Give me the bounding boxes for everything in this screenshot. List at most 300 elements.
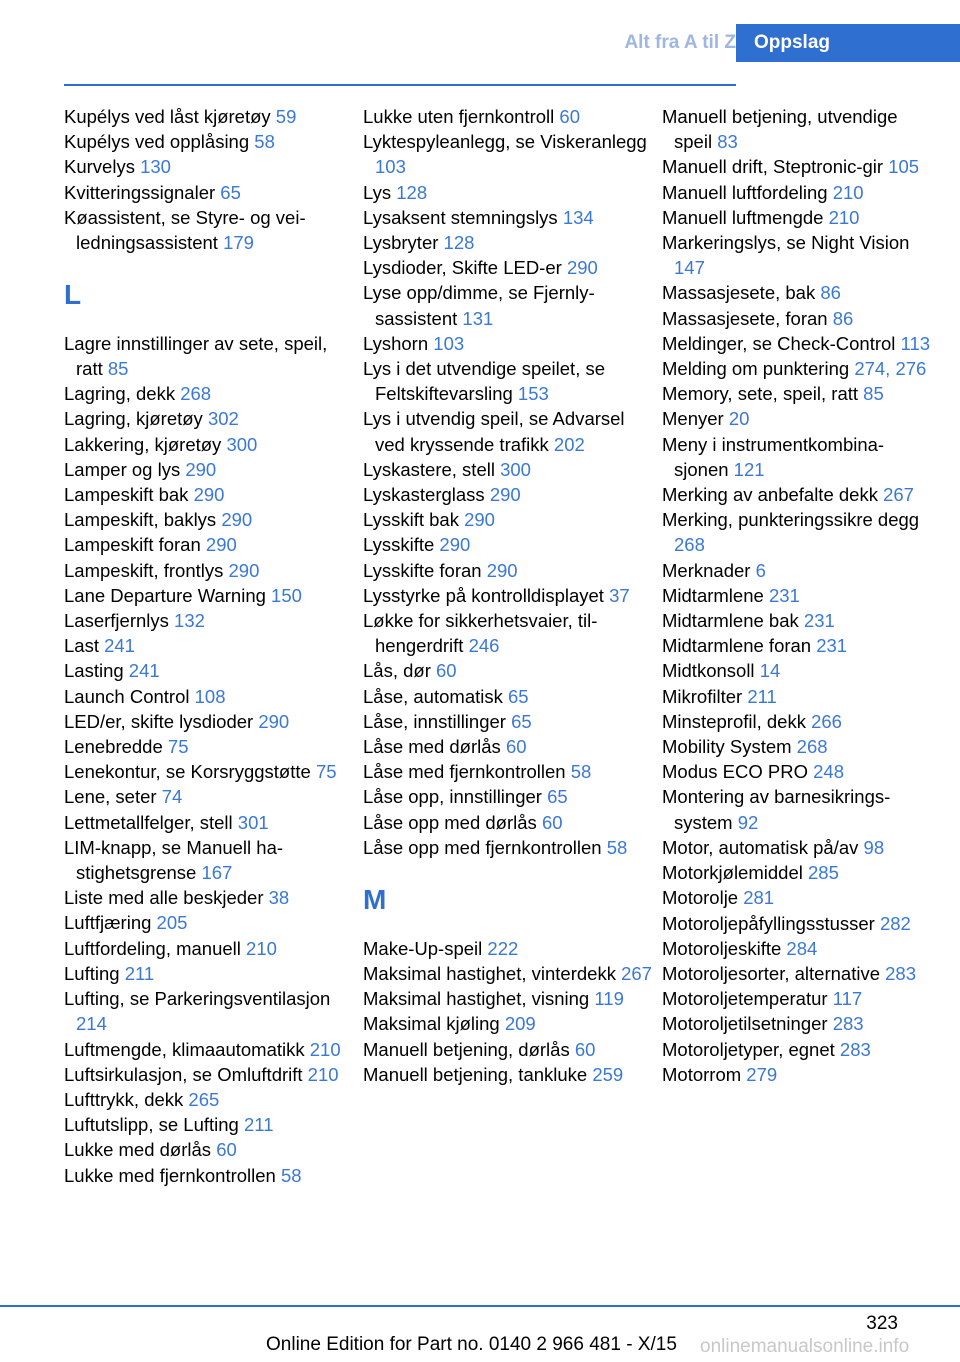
page-reference-link[interactable]: 202 <box>553 433 585 455</box>
index-entry-term: Meldinger, se Check-Control <box>662 332 896 354</box>
index-entry <box>662 658 932 683</box>
page-reference-link[interactable]: 290 <box>221 509 253 531</box>
index-entry <box>64 180 354 205</box>
index-entry <box>64 910 354 935</box>
index-entry-term: Kurvelys <box>64 156 135 178</box>
page-reference-link[interactable]: 290 <box>205 534 237 556</box>
index-entry <box>363 709 653 734</box>
page-reference-link[interactable]: 283 <box>832 1013 864 1035</box>
page-reference-link[interactable]: 267 <box>883 484 914 506</box>
index-entry <box>662 1062 932 1087</box>
page-reference-link[interactable]: 85 <box>863 383 884 405</box>
index-entry <box>64 1137 354 1162</box>
index-entry-term: Make-Up-speil <box>363 937 483 959</box>
index-entry-term: Lukke med dørlås <box>64 1139 212 1161</box>
index-entry <box>662 583 932 608</box>
index-entry <box>363 406 653 456</box>
index-entry <box>64 709 354 734</box>
index-entry <box>662 759 932 784</box>
index-entry-term: Maksimal hastighet, vinterdekk <box>363 962 616 984</box>
index-entry-term: Lettmetallfelger, stell <box>64 811 233 833</box>
index-entry <box>363 986 653 1011</box>
index-entry-term: Lampeskift foran <box>64 534 201 556</box>
page-reference-link[interactable]: 279 <box>746 1063 778 1085</box>
index-entry-term: Melding om punktering <box>662 358 850 380</box>
index-entry <box>662 356 932 381</box>
page-reference-link[interactable]: 214 <box>76 1013 107 1035</box>
page-reference-link[interactable]: 131 <box>462 307 494 329</box>
index-entry <box>363 356 653 406</box>
index-entry-term: Låse opp, innstillinger <box>363 786 542 808</box>
page-reference-link[interactable]: 65 <box>508 685 529 707</box>
index-entry <box>64 961 354 986</box>
index-entry-term: Lamper og lys <box>64 458 181 480</box>
index-entry <box>662 784 932 834</box>
index-entry-term: Manuell luftfordeling <box>662 181 828 203</box>
page-reference-link[interactable]: 210 <box>828 206 860 228</box>
page-reference-link[interactable]: 92 <box>737 811 759 833</box>
index-entry-term: Liste med alle beskjeder <box>64 887 264 909</box>
index-entry <box>363 810 653 835</box>
index-entry-term: Lampeskift bak <box>64 484 189 506</box>
index-entry <box>64 784 354 809</box>
index-entry-term: Låse med dørlås <box>363 736 501 758</box>
page-reference-link[interactable]: 290 <box>439 534 471 556</box>
page-reference-link[interactable]: 130 <box>140 156 171 178</box>
index-entry <box>64 331 354 381</box>
page-reference-link[interactable]: 283 <box>885 962 917 984</box>
index-entry-term: Lysbryter <box>363 232 439 254</box>
index-entry-term: Motoroljetilsetninger <box>662 1013 828 1035</box>
page-reference-link[interactable]: 150 <box>271 584 302 606</box>
page-reference-link[interactable]: 121 <box>733 458 765 480</box>
page-reference-link[interactable]: 211 <box>243 1114 274 1136</box>
index-entry <box>64 1163 354 1188</box>
index-entry <box>64 1062 354 1087</box>
index-entry <box>64 104 354 129</box>
index-entry-term: Motoroljesorter, alternative <box>662 962 880 984</box>
index-entry-term: Luftsirkulasjon, se Omluftdrift <box>64 1063 303 1085</box>
index-entry-term: Midtarmlene foran <box>662 635 812 657</box>
index-entry-term: Lukke med fjernkontrollen <box>64 1164 276 1186</box>
index-entry <box>662 507 932 557</box>
index-entry-term: Modus ECO PRO <box>662 761 808 783</box>
index-entry <box>363 129 653 179</box>
index-entry-term: Lenekontur, se Korsryggstøtte <box>64 761 311 783</box>
index-entry-term: Lysskifte foran <box>363 559 482 581</box>
index-entry <box>662 709 932 734</box>
index-entry-term: Manuell drift, Steptronic-gir <box>662 156 884 178</box>
page-reference-link[interactable]: 132 <box>174 610 205 632</box>
index-entry <box>363 1037 653 1062</box>
index-entry-term: Lampeskift, baklys <box>64 509 217 531</box>
index-entry <box>363 457 653 482</box>
index-entry-term: Motorrom <box>662 1063 742 1085</box>
page-reference-link[interactable]: 282 <box>879 912 911 934</box>
index-entry-term: Lyse opp/dimme, se Fjernlysassistent <box>363 282 595 329</box>
index-entry <box>662 406 932 431</box>
index-entry <box>363 230 653 255</box>
page-reference-link[interactable]: 105 <box>888 156 920 178</box>
page-reference-link[interactable]: 60 <box>559 106 580 127</box>
page-reference-link[interactable]: 281 <box>743 887 775 909</box>
page-reference-link[interactable]: 268 <box>180 383 212 405</box>
page-reference-link[interactable]: 38 <box>268 887 290 909</box>
index-entry <box>363 583 653 608</box>
index-entry-term: Lufting, se Parkeringsventilasjon <box>64 988 331 1010</box>
page-reference-link[interactable]: 128 <box>443 232 475 254</box>
index-entry <box>64 558 354 583</box>
index-entry <box>662 860 932 885</box>
index-entry-term: Laserfjernlys <box>64 610 169 632</box>
page-reference-link[interactable]: 14 <box>759 660 781 682</box>
page-reference-link[interactable]: 179 <box>223 232 254 254</box>
page-reference-link[interactable]: 103 <box>433 332 465 354</box>
index-entry <box>662 633 932 658</box>
page-header <box>0 24 960 62</box>
index-entry <box>64 507 354 532</box>
index-entry-term: Minsteprofil, dekk <box>662 710 806 732</box>
index-entry <box>64 205 354 255</box>
index-entry <box>363 835 653 860</box>
index-entry <box>662 734 932 759</box>
index-entry-term: Lås, dør <box>363 660 431 682</box>
index-entry <box>662 885 932 910</box>
index-entry <box>363 558 653 583</box>
edition-note: Online Edition for Part no. 0140 2 966 481 - X/15 <box>266 1334 677 1355</box>
page-reference-link[interactable]: 108 <box>194 685 226 707</box>
index-entry-term: LIM-knapp, se Manuell hastighetsgrense <box>64 836 284 884</box>
index-entry-term: Lukke uten fjernkontroll <box>363 106 555 127</box>
page-reference-link[interactable]: 58 <box>254 131 275 153</box>
index-entry-term: Køassistent, se Styre- og veiledningsassistent <box>64 206 306 254</box>
chapter-tab[interactable]: Oppslag <box>736 24 960 62</box>
index-entry-term: Launch Control <box>64 685 190 707</box>
index-entry <box>363 280 653 330</box>
index-entry <box>363 608 653 658</box>
index-entry <box>64 532 354 557</box>
index-entry <box>64 810 354 835</box>
index-entry-term: Meny i instrumentkombinasjonen <box>662 433 885 480</box>
page-reference-link[interactable]: 147 <box>674 257 705 279</box>
page-reference-link[interactable]: 58 <box>606 836 628 858</box>
index-entry <box>363 784 653 809</box>
watermark: onlinemanualsonline.info <box>700 1336 910 1357</box>
index-entry <box>64 583 354 608</box>
index-entry-term: Lyskasterglass <box>363 484 485 506</box>
index-entry-term: Lakkering, kjøretøy <box>64 433 222 455</box>
index-entry-term: Lysskifte <box>363 534 435 556</box>
index-entry-term: Lufting <box>64 962 120 984</box>
page-reference-link[interactable]: 266 <box>811 710 842 732</box>
page-reference-link[interactable]: 86 <box>832 307 854 329</box>
page-reference-link[interactable]: 300 <box>226 433 258 455</box>
page-reference-link[interactable]: 265 <box>188 1088 220 1110</box>
index-entry-term: Lyshorn <box>363 332 429 354</box>
index-entry <box>64 633 354 658</box>
index-entry <box>64 734 354 759</box>
page-reference-link[interactable]: 274, 276 <box>854 358 927 380</box>
index-entry-term: Luftmengde, klimaautomatikk <box>64 1038 305 1060</box>
index-entry-term: Manuell luftmengde <box>662 206 824 228</box>
page-reference-link[interactable]: 211 <box>747 685 777 707</box>
page-reference-link[interactable]: 58 <box>280 1164 302 1186</box>
index-entry-term: Lagring, dekk <box>64 383 176 405</box>
index-entry-term: Midtarmlene bak <box>662 610 799 632</box>
page-reference-link[interactable]: 285 <box>808 862 839 884</box>
index-entry-term: Midtarmlene <box>662 584 764 606</box>
page-reference-link[interactable]: 6 <box>755 559 766 581</box>
header-rule <box>64 84 736 86</box>
index-entry-term: Menyer <box>662 408 724 430</box>
index-entry-term: Lane Departure Warning <box>64 584 266 606</box>
index-entry-term: Last <box>64 635 99 657</box>
index-entry <box>662 154 932 179</box>
index-entry-term: Maksimal kjøling <box>363 1013 500 1035</box>
page-reference-link[interactable]: 37 <box>609 584 630 606</box>
index-entry <box>662 180 932 205</box>
index-entry-term: Lyskastere, stell <box>363 458 495 480</box>
index-entry <box>662 230 932 280</box>
index-entry-term: Lysstyrke på kontrolldisplayet <box>363 584 604 606</box>
index-entry <box>363 331 653 356</box>
page-reference-link[interactable]: 113 <box>900 332 931 354</box>
index-entry <box>662 936 932 961</box>
page-reference-link[interactable]: 128 <box>396 181 428 203</box>
page-reference-link[interactable]: 300 <box>500 458 531 480</box>
index-entry <box>662 986 932 1011</box>
page-reference-link[interactable]: 205 <box>156 912 188 934</box>
page-reference-link[interactable]: 60 <box>541 811 563 833</box>
index-entry <box>662 1011 932 1036</box>
index-entry-term: Lasting <box>64 660 124 682</box>
page-reference-link[interactable]: 98 <box>863 836 885 858</box>
page-reference-link[interactable]: 60 <box>574 1038 596 1060</box>
index-entry <box>363 961 653 986</box>
footer-rule-tick <box>904 1305 960 1307</box>
index-entry <box>363 180 653 205</box>
page-reference-link[interactable]: 231 <box>768 584 800 606</box>
index-entry-term: Luftfordeling, manuell <box>64 937 241 959</box>
index-entry-term: Lysaksent stemningslys <box>363 206 558 228</box>
index-entry-term: Låse, innstillinger <box>363 710 506 732</box>
section-title[interactable]: Alt fra A til Z <box>624 32 736 53</box>
page-reference-link[interactable]: 75 <box>167 736 189 758</box>
index-entry <box>64 432 354 457</box>
index-entry <box>662 1037 932 1062</box>
page-reference-link[interactable]: 302 <box>207 408 239 430</box>
page-reference-link[interactable]: 241 <box>128 660 160 682</box>
index-entry <box>363 658 653 683</box>
page-reference-link[interactable]: 59 <box>275 106 297 127</box>
page-reference-link[interactable]: 60 <box>436 660 457 682</box>
page-reference-link[interactable]: 267 <box>621 962 652 984</box>
page-reference-link[interactable]: 210 <box>832 181 864 203</box>
index-entry <box>64 1037 354 1062</box>
index-entry <box>363 684 653 709</box>
index-entry-term: Lagre innstillinger av sete, speil, ratt <box>64 332 328 380</box>
page-reference-link[interactable]: 283 <box>839 1038 871 1060</box>
index-entry <box>64 406 354 431</box>
page-reference-link[interactable]: 301 <box>237 811 269 833</box>
index-entry-term: Lysdioder, Skifte LED-er <box>363 257 562 279</box>
index-entry-term: Lufttrykk, dekk <box>64 1088 184 1110</box>
index-entry <box>363 507 653 532</box>
index-entry-term: Luftutslipp, se Lufting <box>64 1114 239 1136</box>
index-entry <box>64 1087 354 1112</box>
page-reference-link[interactable]: 210 <box>246 937 277 959</box>
index-entry <box>64 1112 354 1137</box>
index-entry-term: Motoroljeskifte <box>662 937 782 959</box>
page-reference-link[interactable]: 284 <box>786 937 818 959</box>
index-entry <box>64 835 354 885</box>
index-entry <box>64 885 354 910</box>
page-reference-link[interactable]: 222 <box>487 937 519 959</box>
page-reference-link[interactable]: 117 <box>832 988 863 1010</box>
page-reference-link[interactable]: 231 <box>816 635 848 657</box>
index-entry-term: Markeringslys, se Night Vision <box>662 232 910 254</box>
page-reference-link[interactable]: 153 <box>517 383 549 405</box>
index-entry <box>662 331 932 356</box>
index-entry <box>662 684 932 709</box>
index-entry <box>662 482 932 507</box>
index-entry <box>363 482 653 507</box>
index-entry <box>363 759 653 784</box>
index-entry-term: Lysskift bak <box>363 509 459 531</box>
index-entry <box>662 104 932 154</box>
index-entry-term: Massasjesete, bak <box>662 282 816 304</box>
page-reference-link[interactable]: 248 <box>813 761 845 783</box>
page-reference-link[interactable]: 20 <box>728 408 750 430</box>
page-reference-link[interactable]: 167 <box>201 862 233 884</box>
index-entry-term: Memory, sete, speil, ratt <box>662 383 859 405</box>
index-entry-term: Maksimal hastighet, visning <box>363 988 590 1010</box>
index-entry-term: Motorkjølemiddel <box>662 862 803 884</box>
page-reference-link[interactable]: 60 <box>216 1139 237 1161</box>
index-entry-term: Manuell betjening, dørlås <box>363 1038 570 1060</box>
index-entry-term: Låse med fjernkontrollen <box>363 761 566 783</box>
index-entry <box>363 1011 653 1036</box>
index-column-3 <box>662 104 932 1087</box>
index-entry <box>662 381 932 406</box>
index-entry-term: Låse opp med dørlås <box>363 811 537 833</box>
page-reference-link[interactable]: 290 <box>566 257 598 279</box>
page-reference-link[interactable]: 290 <box>228 559 260 581</box>
page-reference-link[interactable]: 119 <box>594 988 624 1010</box>
index-entry-term: Luftfjæring <box>64 912 152 934</box>
index-entry <box>363 734 653 759</box>
index-entry <box>64 381 354 406</box>
index-letter-heading: M <box>363 884 387 916</box>
index-column-1 <box>64 104 354 1188</box>
page-reference-link[interactable]: 83 <box>717 131 738 153</box>
page-reference-link[interactable]: 58 <box>570 761 592 783</box>
index-entry-term: LED/er, skifte lysdioder <box>64 710 254 732</box>
page-reference-link[interactable]: 74 <box>161 786 183 808</box>
page-reference-link[interactable]: 60 <box>505 736 527 758</box>
page-reference-link[interactable]: 65 <box>220 181 241 203</box>
page-reference-link[interactable]: 103 <box>375 156 406 178</box>
index-entry-term: Kvitteringssignaler <box>64 181 216 203</box>
index-entry <box>363 255 653 280</box>
page-reference-link[interactable]: 259 <box>592 1063 624 1085</box>
index-entry <box>662 911 932 936</box>
index-entry-term: Løkke for sikkerhetsvaier, tilhengerdrift <box>363 610 598 657</box>
index-entry <box>64 684 354 709</box>
index-entry <box>662 608 932 633</box>
index-entry <box>64 482 354 507</box>
index-entry-term: Mobility System <box>662 736 792 758</box>
page-reference-link[interactable]: 290 <box>193 484 225 506</box>
index-entry <box>64 129 354 154</box>
index-entry <box>363 104 653 129</box>
index-entry-term: Massasjesete, foran <box>662 307 828 329</box>
page-reference-link[interactable]: 290 <box>185 458 217 480</box>
index-entry <box>64 608 354 633</box>
index-entry <box>64 759 354 784</box>
index-entry <box>662 306 932 331</box>
page-reference-link[interactable]: 86 <box>820 282 841 304</box>
index-entry <box>662 205 932 230</box>
page-reference-link[interactable]: 268 <box>674 534 705 556</box>
index-entry <box>64 986 354 1036</box>
page-reference-link[interactable]: 290 <box>489 484 521 506</box>
page-reference-link[interactable]: 290 <box>258 710 290 732</box>
index-entry <box>662 432 932 482</box>
page-reference-link[interactable]: 268 <box>796 736 828 758</box>
index-entry-term: Motorolje <box>662 887 739 909</box>
page-reference-link[interactable]: 75 <box>315 761 337 783</box>
index-entry <box>64 457 354 482</box>
index-entry-term: Låse, automatisk <box>363 685 503 707</box>
index-entry-term: Lys i utvendig speil, se Advarsel ved kryssende trafikk <box>363 408 625 455</box>
index-entry-term: Mikrofilter <box>662 685 743 707</box>
index-entry-term: Merking, punkteringssikre degg <box>662 509 920 531</box>
index-entry-term: Motoroljetyper, egnet <box>662 1038 835 1060</box>
index-entry <box>64 936 354 961</box>
page-reference-link[interactable]: 65 <box>547 786 568 808</box>
index-entry-term: Midtkonsoll <box>662 660 755 682</box>
index-column-2 <box>363 104 653 1087</box>
index-entry-term: Motor, automatisk på/av <box>662 836 859 858</box>
index-entry-term: Manuell betjening, tankluke <box>363 1063 588 1085</box>
page-reference-link[interactable]: 210 <box>309 1038 341 1060</box>
page-reference-link[interactable]: 231 <box>803 610 835 632</box>
page-reference-link[interactable]: 65 <box>511 710 532 732</box>
page-reference-link[interactable]: 241 <box>104 635 135 657</box>
index-entry <box>662 558 932 583</box>
index-entry-term: Lys <box>363 181 392 203</box>
page-reference-link[interactable]: 246 <box>468 635 500 657</box>
page-reference-link[interactable]: 85 <box>107 358 129 380</box>
index-entry-term: Montering av barnesikringssystem <box>662 786 891 833</box>
index-entry <box>363 936 653 961</box>
index-entry-term: Lys i det utvendige speilet, se Feltskiftevarsling <box>363 358 606 405</box>
page-reference-link[interactable]: 290 <box>486 559 518 581</box>
page-reference-link[interactable]: 134 <box>562 206 594 228</box>
index-entry <box>64 658 354 683</box>
index-entry <box>662 835 932 860</box>
index-letter-heading: L <box>64 279 82 311</box>
page-reference-link[interactable]: 210 <box>307 1063 339 1085</box>
footer-rule <box>0 1305 935 1307</box>
page-reference-link[interactable]: 211 <box>124 962 155 984</box>
index-entry <box>363 205 653 230</box>
index-entry-term: Lyktespyleanlegg, se Viskeranlegg <box>363 131 647 153</box>
page-reference-link[interactable]: 290 <box>464 509 495 531</box>
index-entry-term: Låse opp med fjernkontrollen <box>363 836 602 858</box>
page-reference-link[interactable]: 209 <box>504 1013 536 1035</box>
